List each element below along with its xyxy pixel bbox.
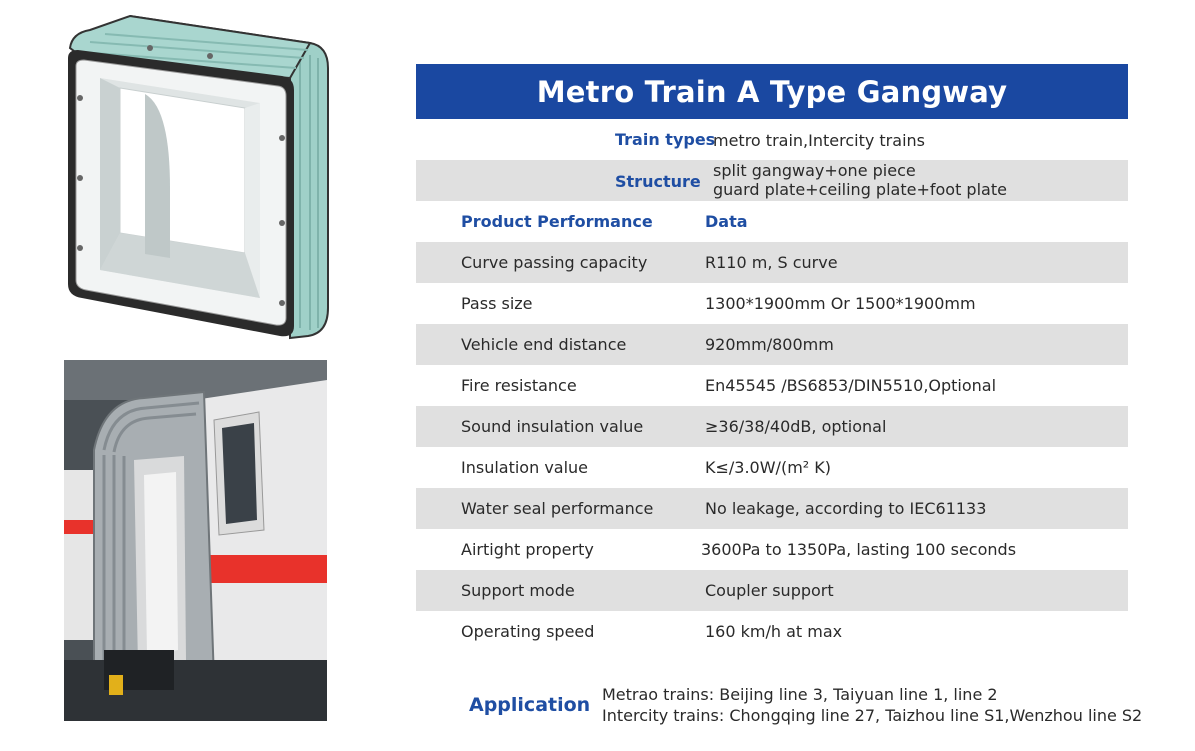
row-name: Vehicle end distance (461, 335, 627, 354)
row-name: Insulation value (461, 458, 589, 477)
table-row (416, 242, 1128, 283)
row-name: Sound insulation value (461, 417, 644, 436)
row-value: ≥36/38/40dB, optional (705, 417, 887, 436)
row-value: 1300*1900mm Or 1500*1900mm (705, 294, 976, 313)
train-types-label: Train types (615, 130, 716, 149)
row-value: En45545 /BS6853/DIN5510,Optional (705, 376, 997, 395)
row-value: 160 km/h at max (705, 622, 843, 641)
structure-line-2: guard plate+ceiling plate+foot plate (713, 180, 1007, 199)
row-name: Operating speed (461, 622, 595, 641)
row-value: Coupler support (705, 581, 834, 600)
table-row (416, 365, 1128, 406)
table-row (416, 447, 1128, 488)
row-name: Fire resistance (461, 376, 577, 395)
application-line-intercity: Intercity trains: Chongqing line 27, Taizhou line S1,Wenzhou line S2 (602, 706, 1143, 725)
table-row (416, 406, 1128, 447)
row-name: Curve passing capacity (461, 253, 648, 272)
row-value: No leakage, according to IEC61133 (705, 499, 987, 518)
table-row (416, 529, 1128, 570)
row-value: K≤/3.0W/(m² K) (705, 458, 832, 477)
table-row (416, 570, 1128, 611)
row-name: Support mode (461, 581, 575, 600)
application-list (602, 684, 1142, 726)
row-value: 920mm/800mm (705, 335, 834, 354)
structure-line-1: split gangway+one piece (713, 161, 916, 180)
row-value: 3600Pa to 1350Pa, lasting 100 seconds (701, 540, 1017, 559)
table-row (416, 324, 1128, 365)
row-name: Water seal performance (461, 499, 654, 518)
page-title: Metro Train A Type Gangway (416, 64, 1128, 119)
table-header (416, 201, 1128, 242)
row-name: Airtight property (461, 540, 594, 559)
row-value: R110 m, S curve (705, 253, 838, 272)
header-data: Data (705, 212, 748, 231)
header-product-performance: Product Performance (461, 212, 653, 231)
application-label: Application (469, 694, 591, 716)
table-row (416, 611, 1128, 652)
application-line-metro: Metrao trains: Beijing line 3, Taiyuan line 1, line 2 (602, 685, 998, 704)
gangway-installed-photo (64, 360, 327, 721)
row-name: Pass size (461, 294, 533, 313)
table-row (416, 488, 1128, 529)
table-row (416, 283, 1128, 324)
gangway-render-image (60, 8, 330, 343)
train-types-value: metro train,Intercity trains (713, 131, 925, 150)
structure-label: Structure (615, 172, 701, 191)
